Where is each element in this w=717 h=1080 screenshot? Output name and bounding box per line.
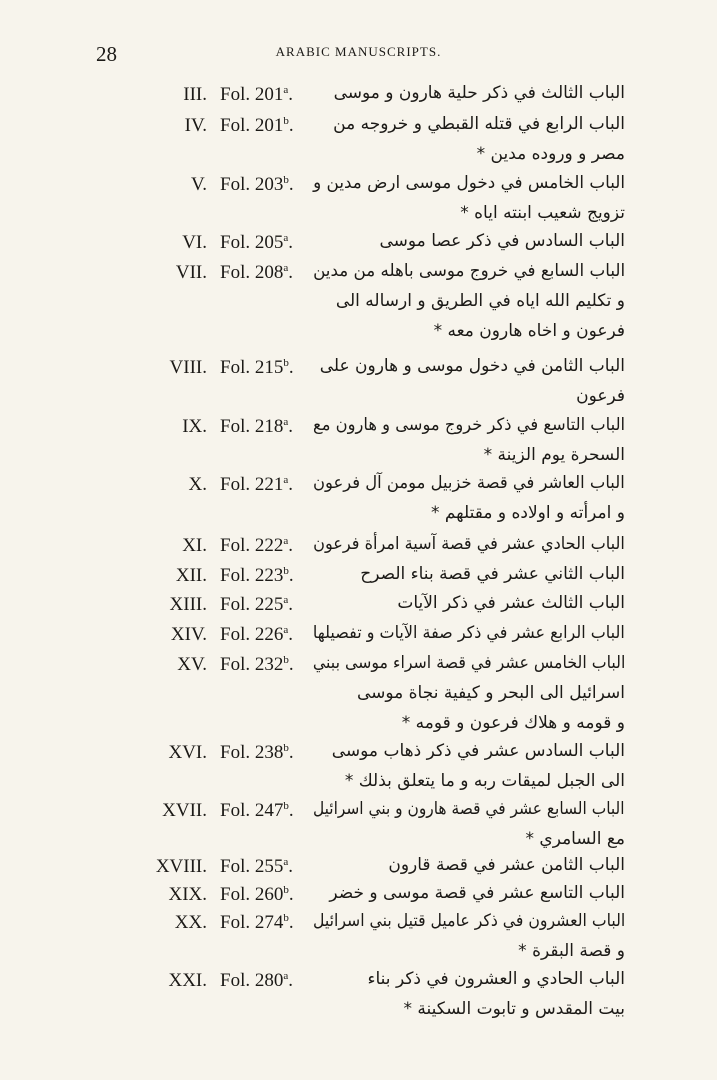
- folio-reference: [220, 624, 293, 646]
- arabic-title-line: و امرأته و اولاده و مقتلهم *: [430, 503, 625, 523]
- folio-side: a: [283, 262, 289, 274]
- chapter-number: XVIII.: [155, 856, 207, 877]
- folio-number: Fol. 238: [220, 742, 284, 763]
- folio-number: Fol. 201: [220, 84, 284, 105]
- folio-side: b: [283, 884, 289, 896]
- folio-number: Fol. 260: [220, 884, 284, 905]
- arabic-title-line: و تكليم الله اياه في الطريق و ارساله الى: [335, 291, 625, 311]
- folio-period: .: [288, 594, 293, 615]
- folio-reference: [220, 565, 294, 587]
- folio-reference: [220, 912, 294, 934]
- folio-number: Fol. 255: [220, 856, 284, 877]
- arabic-title-line: الباب السادس في ذكر عصا موسى: [379, 231, 625, 251]
- folio-side: a: [283, 84, 289, 96]
- chapter-entry: [0, 535, 717, 565]
- arabic-title-line: الباب الثامن عشر في قصة قارون: [388, 855, 625, 875]
- arabic-title-line: الباب الحادي و العشرون في ذكر بناء: [367, 969, 625, 989]
- folio-side: a: [283, 970, 289, 982]
- folio-period: .: [288, 84, 293, 105]
- arabic-title-line: اسرائيل الى البحر و كيفية نجاة موسى: [356, 683, 625, 703]
- chapter-entry: [0, 970, 717, 1030]
- chapter-entry: [0, 416, 717, 476]
- chapter-number: XVI.: [168, 742, 207, 763]
- folio-period: .: [288, 232, 293, 253]
- folio-number: Fol. 225: [220, 594, 284, 615]
- folio-reference: [220, 357, 294, 379]
- folio-period: .: [288, 624, 293, 645]
- chapter-entry: [0, 800, 717, 860]
- folio-reference: [220, 416, 293, 438]
- chapter-number: XIV.: [170, 624, 207, 645]
- chapter-entry: [0, 115, 717, 175]
- chapter-number: VII.: [175, 262, 207, 283]
- folio-reference: [220, 970, 293, 992]
- arabic-title-line: الباب الحادي عشر في قصة آسية امرأة فرعون: [313, 534, 625, 554]
- folio-reference: [220, 654, 294, 676]
- arabic-title-line: و قصة البقرة *: [518, 941, 625, 961]
- folio-reference: [220, 742, 294, 764]
- chapter-entry: [0, 232, 717, 262]
- folio-number: Fol. 205: [220, 232, 284, 253]
- page-number: 28: [96, 42, 117, 66]
- folio-period: .: [288, 970, 293, 991]
- folio-side: a: [283, 856, 289, 868]
- folio-period: .: [288, 535, 293, 556]
- chapter-entry: [0, 474, 717, 534]
- folio-reference: [220, 856, 293, 878]
- folio-number: Fol. 247: [220, 800, 284, 821]
- folio-reference: [220, 84, 293, 106]
- folio-period: .: [288, 416, 293, 437]
- chapter-entry: [0, 84, 717, 114]
- folio-side: a: [283, 416, 289, 428]
- folio-side: b: [283, 174, 289, 186]
- folio-side: b: [283, 565, 289, 577]
- arabic-title-line: الباب الرابع في قتله القبطي و خروجه من: [333, 114, 625, 134]
- folio-side: b: [283, 912, 289, 924]
- arabic-title-line: الباب الخامس عشر في قصة اسراء موسى ببني: [312, 653, 625, 673]
- chapter-entry: [0, 565, 717, 595]
- folio-number: Fol. 232: [220, 654, 284, 675]
- arabic-title-line: بيت المقدس و تابوت السكينة *: [403, 999, 625, 1019]
- arabic-title-line: الباب الرابع عشر في ذكر صفة الآيات و تفصيلها: [313, 623, 625, 643]
- folio-number: Fol. 203: [220, 174, 284, 195]
- arabic-title-line: الباب الثالث عشر في ذكر الآيات: [397, 593, 625, 613]
- folio-period: .: [288, 742, 294, 763]
- running-head: ARABIC MANUSCRIPTS.: [275, 44, 442, 59]
- arabic-title-line: الباب الثامن في دخول موسى و هارون على: [319, 356, 625, 376]
- chapter-entry: [0, 174, 717, 234]
- folio-reference: [220, 594, 293, 616]
- folio-number: Fol. 226: [220, 624, 284, 645]
- folio-reference: [220, 232, 293, 254]
- arabic-title-line: و قومه و هلاك فرعون و قومه *: [401, 713, 625, 733]
- folio-reference: [220, 115, 294, 137]
- arabic-title-line: فرعون: [576, 386, 625, 406]
- folio-period: .: [288, 912, 294, 933]
- folio-reference: [220, 474, 293, 496]
- folio-period: .: [288, 174, 294, 195]
- folio-number: Fol. 208: [220, 262, 284, 283]
- folio-side: b: [283, 800, 289, 812]
- chapter-number: IV.: [184, 115, 207, 136]
- folio-number: Fol. 274: [220, 912, 284, 933]
- chapter-number: XXI.: [168, 970, 207, 991]
- folio-side: a: [283, 594, 289, 606]
- chapter-number: XI.: [182, 535, 207, 556]
- arabic-title-line: مع السامري *: [525, 829, 625, 849]
- chapter-number: VI.: [182, 232, 207, 253]
- chapter-entry: [0, 742, 717, 802]
- folio-side: b: [283, 742, 289, 754]
- folio-period: .: [288, 565, 294, 586]
- chapter-number: XIX.: [168, 884, 207, 905]
- chapter-entry: [0, 357, 717, 417]
- folio-reference: [220, 800, 294, 822]
- arabic-title-line: تزويج شعيب ابنته اياه *: [460, 203, 625, 223]
- folio-number: Fol. 221: [220, 474, 284, 495]
- chapter-entry: [0, 624, 717, 654]
- folio-reference: [220, 262, 293, 284]
- chapter-number: V.: [190, 174, 207, 195]
- arabic-title-line: مصر و وروده مدين *: [476, 144, 625, 164]
- folio-side: a: [283, 624, 289, 636]
- folio-period: .: [288, 884, 294, 905]
- folio-side: b: [283, 357, 289, 369]
- chapter-number: XIII.: [169, 594, 207, 615]
- chapter-entry: [0, 912, 717, 972]
- folio-number: Fol. 222: [220, 535, 284, 556]
- folio-period: .: [288, 800, 294, 821]
- arabic-title-line: الباب الثالث في ذكر حلية هارون و موسى: [333, 83, 625, 103]
- arabic-title-line: الباب السادس عشر في ذكر ذهاب موسى: [331, 741, 625, 761]
- folio-number: Fol. 280: [220, 970, 284, 991]
- folio-period: .: [288, 262, 293, 283]
- folio-side: b: [283, 654, 289, 666]
- chapter-entry: [0, 594, 717, 624]
- chapter-entry: [0, 884, 717, 914]
- folio-side: a: [283, 535, 289, 547]
- folio-period: .: [288, 474, 293, 495]
- chapter-entry: [0, 654, 717, 744]
- arabic-title-line: الباب الثاني عشر في قصة بناء الصرح: [360, 564, 625, 584]
- folio-number: Fol. 215: [220, 357, 284, 378]
- folio-reference: [220, 535, 293, 557]
- chapter-number: XV.: [177, 654, 207, 675]
- arabic-title-line: الباب السابع عشر في قصة هارون و بني اسرائيل: [313, 799, 625, 819]
- arabic-title-line: الى الجبل لميقات ربه و ما يتعلق بذلك *: [344, 771, 625, 791]
- chapter-number: IX.: [182, 416, 207, 437]
- folio-number: Fol. 223: [220, 565, 284, 586]
- arabic-title-line: الباب العشرون في ذكر عاميل قتيل بني اسرائيل: [312, 911, 625, 931]
- folio-period: .: [288, 115, 294, 136]
- arabic-title-line: الباب التاسع عشر في قصة موسى و خضر: [329, 883, 625, 903]
- folio-side: a: [283, 232, 289, 244]
- arabic-title-line: الباب العاشر في قصة خزبيل مومن آل فرعون: [313, 473, 625, 493]
- arabic-title-line: فرعون و اخاه هارون معه *: [433, 321, 625, 341]
- folio-side: a: [283, 474, 289, 486]
- chapter-number: XII.: [175, 565, 207, 586]
- folio-period: .: [288, 357, 294, 378]
- folio-number: Fol. 201: [220, 115, 284, 136]
- folio-number: Fol. 218: [220, 416, 284, 437]
- chapter-entry: [0, 262, 717, 352]
- folio-reference: [220, 884, 294, 906]
- chapter-number: III.: [183, 84, 207, 105]
- folio-period: .: [288, 856, 293, 877]
- folio-side: b: [283, 115, 289, 127]
- chapter-number: VIII.: [169, 357, 207, 378]
- chapter-number: XVII.: [162, 800, 207, 821]
- arabic-title-line: الباب السابع في خروج موسى باهله من مدين: [312, 261, 625, 281]
- chapter-entry: [0, 856, 717, 886]
- arabic-title-line: الباب الخامس في دخول موسى ارض مدين و: [313, 173, 625, 193]
- arabic-title-line: الباب التاسع في ذكر خروج موسى و هارون مع: [312, 415, 625, 435]
- arabic-title-line: السحرة يوم الزينة *: [483, 445, 625, 465]
- chapter-number: XX.: [174, 912, 207, 933]
- folio-reference: [220, 174, 294, 196]
- chapter-number: X.: [188, 474, 207, 495]
- folio-period: .: [288, 654, 294, 675]
